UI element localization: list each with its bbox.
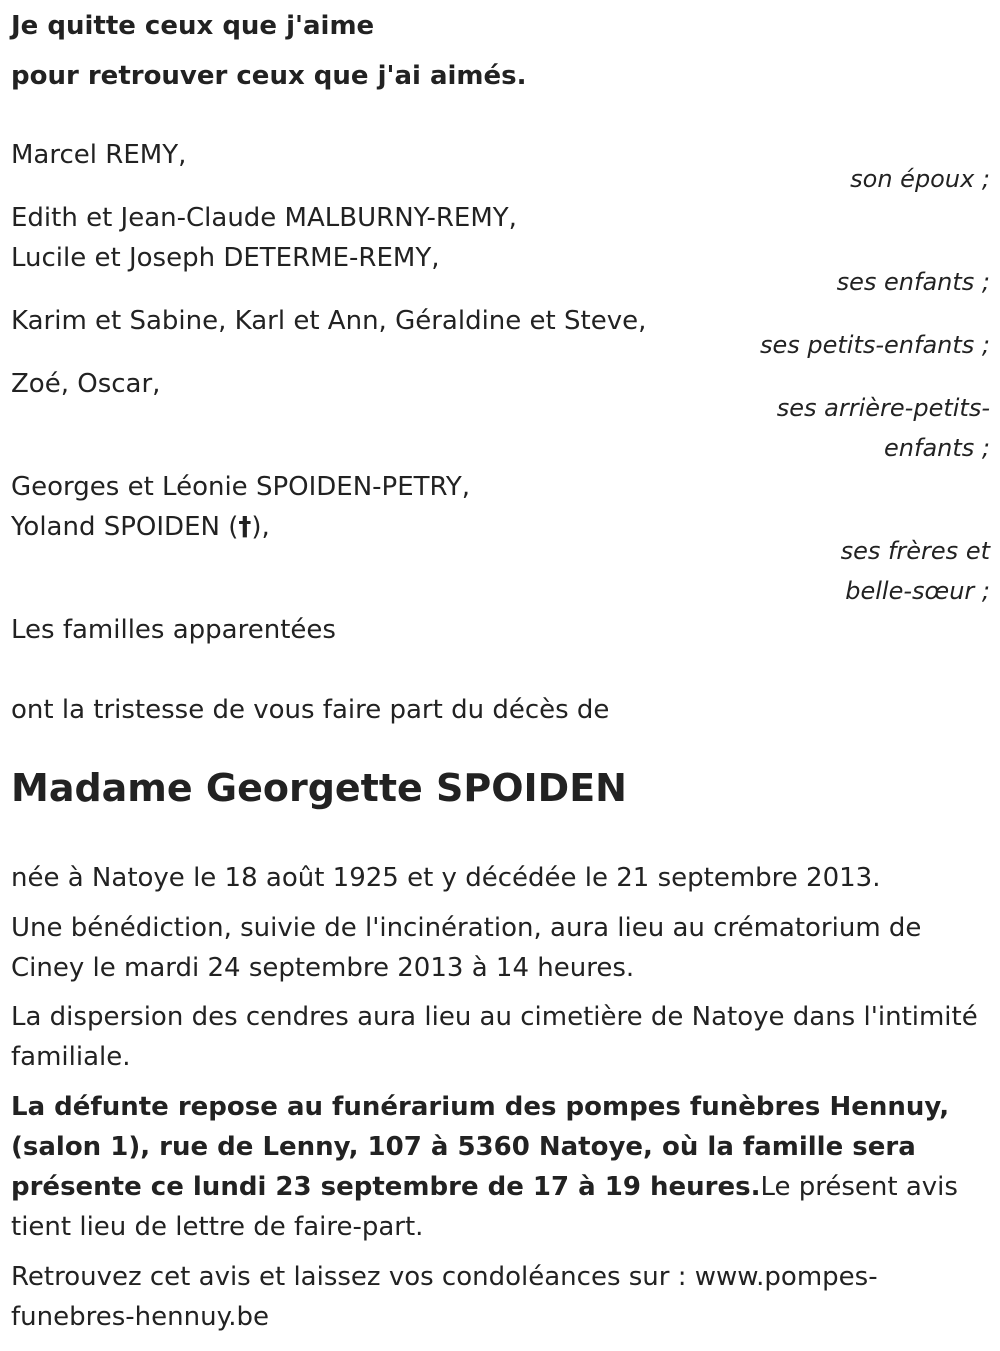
dispersion: La dispersion des cendres aura lieu au cimetière de Natoye dans l'intimité familiale. <box>11 1002 978 1072</box>
epigraph-line-2: pour retrouver ceux que j'ai aimés. <box>11 61 527 91</box>
grandchildren-role: ses petits-enfants ; <box>759 331 990 359</box>
repose-bold: La défunte repose au funérarium des pompes funèbres Hennuy, (salon 1), rue de Lenny, 107 à 5360 Natoye, où la famille sera présente ce lundi 23 septembre de 17 à 19 heures. <box>11 1092 950 1202</box>
spouse-role: son époux ; <box>850 165 990 193</box>
relatives: Les familles apparentées <box>11 615 336 645</box>
cross-icon: † <box>238 512 252 542</box>
siblings-role-1: ses frères et <box>840 537 990 565</box>
grandchildren: Karim et Sabine, Karl et Ann, Géraldine et Steve, <box>11 306 647 336</box>
great-grandchildren-role-2: enfants ; <box>884 434 990 462</box>
repose-normal: Le présent avis tient lieu de lettre de faire-part. <box>11 1172 958 1242</box>
epigraph-line-1: Je quitte ceux que j'aime <box>11 11 375 41</box>
siblings-line-2 <box>11 507 270 547</box>
birth-death: née à Natoye le 18 août 1925 et y décédée le 21 septembre 2013. <box>11 863 881 893</box>
siblings-name: Yoland SPOIDEN ( <box>11 512 239 542</box>
siblings-end: ), <box>251 512 270 542</box>
children-line-2: Lucile et Joseph DETERME-REMY, <box>11 243 440 273</box>
children-line-1: Edith et Jean-Claude MALBURNY-REMY, <box>11 203 517 233</box>
ceremony: Une bénédiction, suivie de l'incinération, aura lieu au crématorium de Ciney le mardi 24 septembre 2013 à 14 heures. <box>11 913 922 983</box>
spouse-name: Marcel REMY, <box>11 140 187 170</box>
condolences: Retrouvez cet avis et laissez vos condoléances sur : www.pompes-funebres-hennuy.be <box>11 1262 878 1332</box>
siblings-role-2: belle-sœur ; <box>845 577 990 605</box>
children-role: ses enfants ; <box>836 268 990 296</box>
announcement: ont la tristesse de vous faire part du décès de <box>11 695 610 725</box>
great-grandchildren: Zoé, Oscar, <box>11 369 161 399</box>
repose-paragraph <box>11 1087 986 1247</box>
deceased-name: Madame Georgette SPOIDEN <box>11 766 627 810</box>
siblings-line-1: Georges et Léonie SPOIDEN-PETRY, <box>11 472 471 502</box>
great-grandchildren-role-1: ses arrière-petits- <box>776 394 990 422</box>
